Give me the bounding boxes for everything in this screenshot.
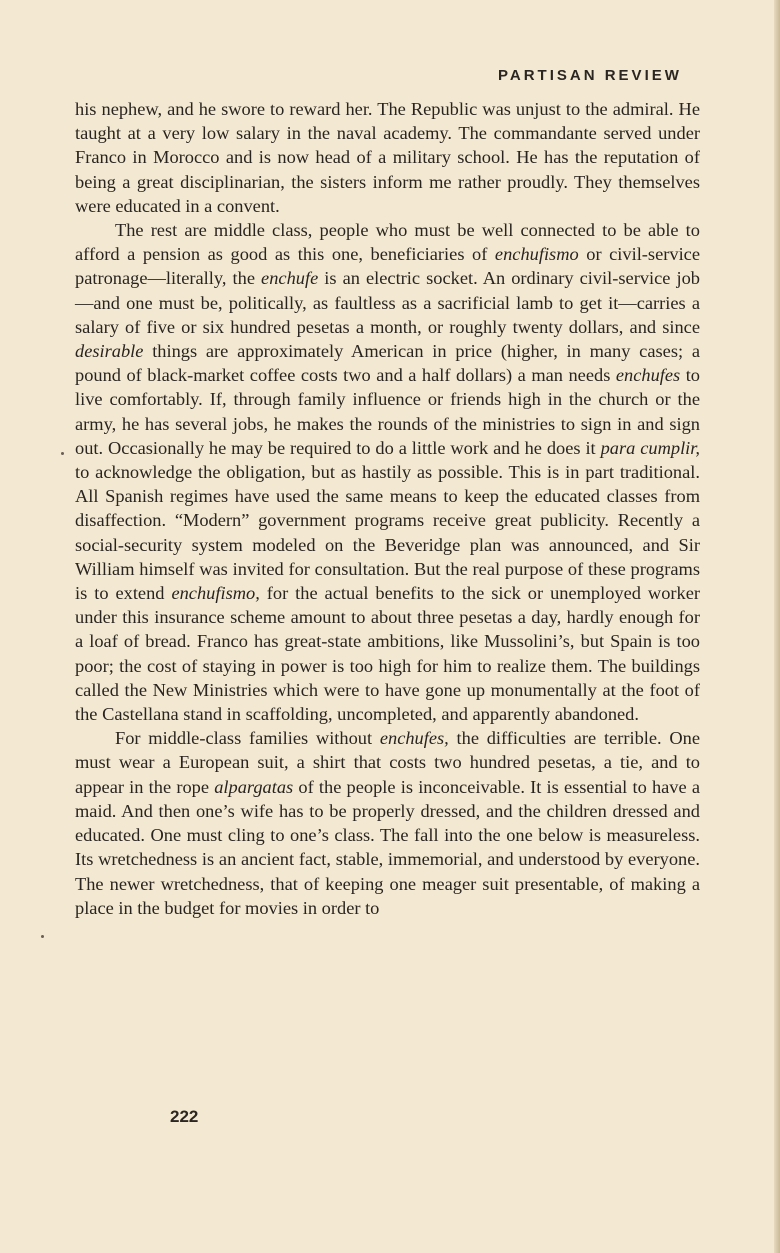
text-run: The rest are middle class, people who must be well connected to be able to afford a pension as good as this one, beneficiaries of (75, 220, 700, 265)
page-number: 222 (170, 1107, 199, 1126)
paragraph-1 (75, 97, 700, 218)
margin-speck (61, 452, 64, 455)
text-run: things are approximately American in price (higher, in many cases; a pound of black-market coffee costs two and a half dollars) a man needs (75, 341, 700, 386)
text-run: to acknowledge the obligation, but as hastily as possible. This is in part traditional. All Spanish regimes have used the same means to keep the educated classes from disaffection. “Modern” government programs receive great publicity. Recently a social-security system modeled on the Beveridge plan was announced, and Sir William himself was invited for consultation. But the real purpose of these programs is to extend (75, 462, 700, 604)
text-run: his nephew, and he swore to reward her. The Republic was unjust to the admiral. He taught at a very low salary in the naval academy. The commandante served under Franco in Morocco and is now head of a military school. He has the reputation of being a great disciplinarian, the sisters inform me rather proudly. They themselves were educated in a convent. (75, 99, 700, 216)
text-run: to live comfortably. If, through family influence or friends high in the church or the army, he has several jobs, he makes the rounds of the ministries to sign in and sign out. Occasionally he may be required to do a little work and he does it (75, 365, 700, 458)
paragraph-2 (75, 218, 700, 726)
text-run: For middle-class families without (115, 728, 380, 749)
italic-term: enchufismo, (171, 583, 260, 604)
text-run: or civil-service patronage—literally, the (75, 244, 701, 289)
text-run: for the actual benefits to the sick or unemployed worker under this insurance scheme amount to about three pesetas a day, hardly enough for a loaf of bread. Franco has great-state ambitions, like Mussolini’s, but Spain is too poor; the cost of staying in power is too high for him to realize them. The buildings called the New Ministries which were to have gone up monumentally at the foot of the Castellana stand in scaffolding, uncompleted, and apparently abandoned. (75, 583, 701, 725)
paragraph-3 (75, 726, 700, 920)
text-run: is an electric socket. An ordinary civil-service job—and one must be, politically, as faultless as a sacrificial lamb to get it—carries a salary of five or six hundred pesetas a month, or roughly twenty dollars, and since (75, 268, 700, 337)
running-head: PARTISAN REVIEW (498, 67, 682, 84)
italic-term: enchufe (261, 268, 319, 289)
italic-term: desirable (75, 341, 144, 362)
italic-term: enchufismo (494, 244, 579, 265)
page-edge (774, 0, 780, 1253)
text-run: of the people is inconceivable. It is essential to have a maid. And then one’s wife has to be properly dressed, and the children dressed and educated. One must cling to one’s class. The fall into the one below is measureless. Its wretchedness is an ancient fact, stable, immemorial, and understood by everyone. The newer wretchedness, that of keeping one meager suit presentable, of making a place in the budget for movies in order to (75, 776, 701, 918)
italic-term: enchufes (615, 365, 681, 386)
margin-speck (41, 935, 44, 938)
italic-term: para cumplir, (600, 437, 700, 458)
italic-term: enchufes, (379, 728, 449, 749)
body-text (75, 97, 700, 920)
italic-term: alpargatas (214, 776, 294, 797)
text-run: the difficulties are terrible. One must wear a European suit, a shirt that costs two hundred pesetas, a tie, and to appear in the rope (75, 728, 701, 797)
